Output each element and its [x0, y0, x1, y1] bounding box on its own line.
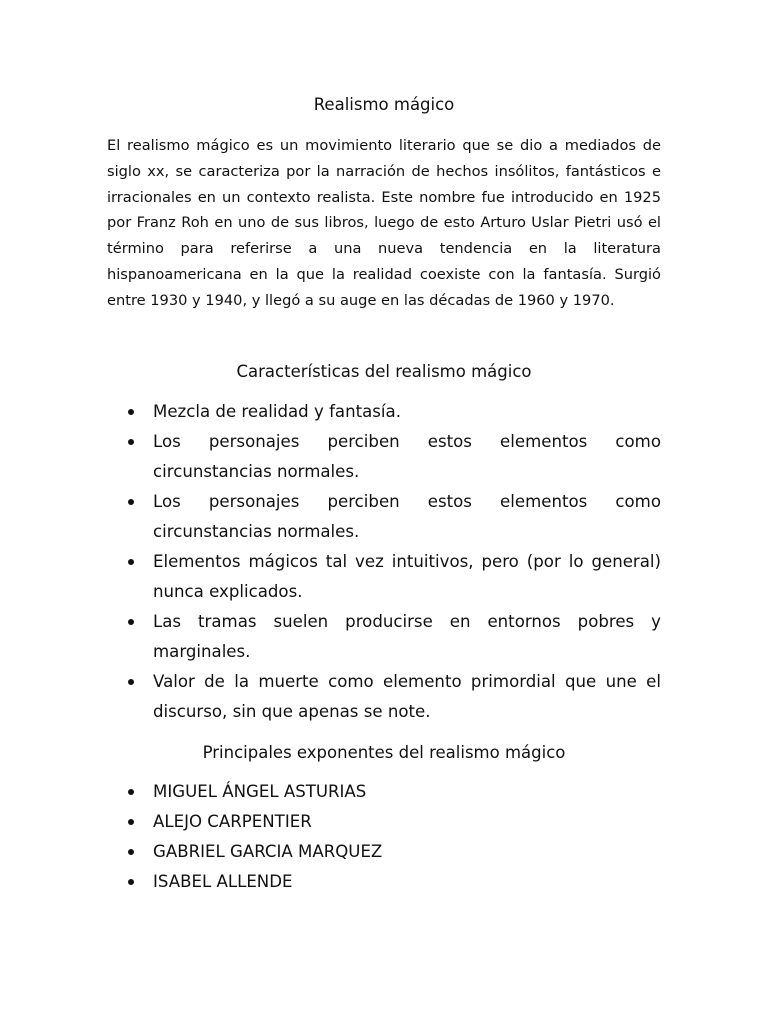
list-item: [107, 607, 661, 667]
list-item: [107, 837, 661, 867]
bullet-icon: [128, 789, 134, 795]
exponents-heading: Principales exponentes del realismo mágico: [202, 743, 566, 762]
list-item-text: Los personajes perciben estos elementos como circunstancias normales.: [153, 432, 661, 481]
list-item: [107, 667, 661, 727]
bullet-icon: [128, 679, 134, 685]
list-item: [107, 547, 661, 607]
list-item-text: MIGUEL ÁNGEL ASTURIAS: [153, 782, 367, 801]
bullet-icon: [128, 439, 134, 445]
list-item-text: GABRIEL GARCIA MARQUEZ: [153, 842, 383, 861]
list-item: [107, 867, 661, 897]
list-item: [107, 397, 661, 427]
list-item-text: Las tramas suelen producirse en entornos pobres y marginales.: [153, 612, 661, 661]
features-heading: Características del realismo mágico: [236, 362, 532, 381]
list-item-text: Mezcla de realidad y fantasía.: [153, 402, 401, 421]
intro-paragraph: El realismo mágico es un movimiento literario que se dio a mediados de siglo xx, se caracteriza por la narración de hechos insólitos, fantásticos e irracionales en un contexto realista. Este nombre fue introducido en 1925 por Franz Roh en uno de sus libros, luego de esto Arturo Uslar Pietri usó el término para referirse a una nueva tendencia en la literatura hispanoamericana en la que la realidad coexiste con la fantasía. Surgió entre 1930 y 1940, y llegó a su auge en las décadas de 1960 y 1970.: [107, 137, 661, 309]
list-item-text: Los personajes perciben estos elementos como circunstancias normales.: [153, 492, 661, 541]
exponents-list: [107, 777, 661, 897]
list-item-text: Valor de la muerte como elemento primordial que une el discurso, sin que apenas se note.: [153, 672, 661, 721]
list-item: [107, 807, 661, 837]
bullet-icon: [128, 849, 134, 855]
features-list: [107, 397, 661, 727]
bullet-icon: [128, 499, 134, 505]
list-item-text: Elementos mágicos tal vez intuitivos, pero (por lo general) nunca explicados.: [153, 552, 661, 601]
page-title: Realismo mágico: [313, 95, 455, 114]
list-item-text: ALEJO CARPENTIER: [153, 812, 312, 831]
list-item: [107, 777, 661, 807]
bullet-icon: [128, 559, 134, 565]
bullet-icon: [128, 619, 134, 625]
list-item-text: ISABEL ALLENDE: [153, 872, 293, 891]
bullet-icon: [128, 409, 134, 415]
list-item: [107, 487, 661, 547]
bullet-icon: [128, 879, 134, 885]
list-item: [107, 427, 661, 487]
bullet-icon: [128, 819, 134, 825]
